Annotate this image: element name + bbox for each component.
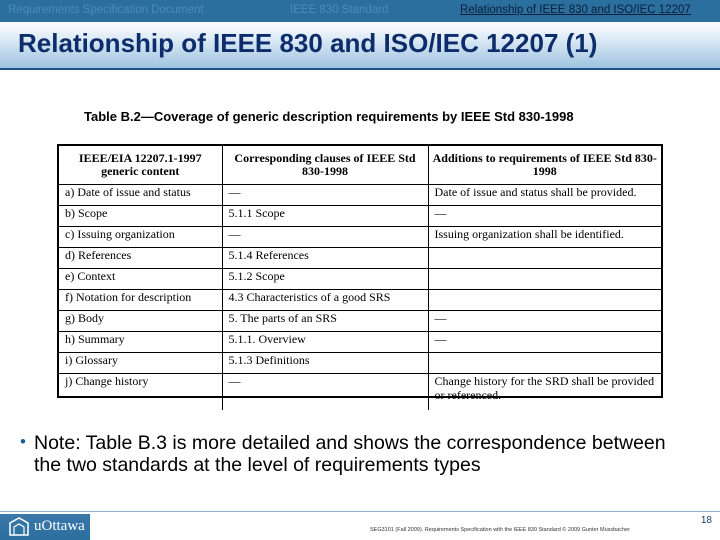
table-cell: — [428, 332, 661, 353]
table-cell: 5.1.1. Overview [222, 332, 428, 353]
table-cell: a) Date of issue and status [59, 185, 222, 206]
table-cell: 5.1.3 Definitions [222, 353, 428, 374]
table-cell: 5.1.1 Scope [222, 206, 428, 227]
table-cell: Date of issue and status shall be provided. [428, 185, 661, 206]
note-bullet-point [20, 432, 684, 476]
table-cell: 5. The parts of an SRS [222, 311, 428, 332]
table-cell: d) References [59, 248, 222, 269]
table-cell: — [222, 185, 428, 206]
table-cell: — [222, 227, 428, 248]
page-number: 18 [700, 515, 712, 526]
table-cell: 4.3 Characteristics of a good SRS [222, 290, 428, 311]
table-cell: f) Notation for description [59, 290, 222, 311]
table-cell: g) Body [59, 311, 222, 332]
footer-divider [0, 511, 720, 512]
table-cell: 5.1.2 Scope [222, 269, 428, 290]
table-row [59, 353, 661, 374]
table-header-cell: IEEE/EIA 12207.1-1997 generic content [59, 146, 222, 185]
table-cell: 5.1.4 References [222, 248, 428, 269]
table-cell: e) Context [59, 269, 222, 290]
table-cell: — [428, 206, 661, 227]
table-row [59, 185, 661, 206]
coverage-table-frame [57, 144, 663, 402]
nav-link-requirements-specification[interactable]: Requirements Specification Document [8, 4, 204, 16]
table-cell: Change history for the SRD shall be provided or referenced. [434, 374, 655, 402]
table-row [59, 332, 661, 353]
table-row [59, 374, 661, 411]
slide-title: Relationship of IEEE 830 and ISO/IEC 12207 (1) [18, 28, 598, 58]
table-row [59, 248, 661, 269]
nav-link-relationship-active[interactable]: Relationship of IEEE 830 and ISO/IEC 12207 [460, 4, 691, 16]
footer-text: SEG3101 (Fall 2009). Requirements Specification with the IEEE 830 Standard © 2009 Gunter Mussbacher [370, 527, 630, 533]
table-cell: c) Issuing organization [59, 227, 222, 248]
table-cell: b) Scope [59, 206, 222, 227]
table-row [59, 227, 661, 248]
table-cell [428, 269, 661, 290]
table-cell: j) Change history [59, 374, 222, 411]
table-header-cell: Additions to requirements of IEEE Std 830-1998 [428, 146, 661, 185]
coverage-table [59, 146, 661, 410]
bullet-icon: • [20, 432, 26, 451]
title-divider [0, 68, 720, 70]
table-cell: h) Summary [59, 332, 222, 353]
table-row [59, 206, 661, 227]
uottawa-logo [0, 514, 90, 540]
table-cell [428, 290, 661, 311]
logo-text: uOttawa [34, 518, 85, 534]
table-cell: Issuing organization shall be identified. [428, 227, 661, 248]
table-cell: — [222, 374, 428, 411]
table-caption: Table B.2—Coverage of generic description requirements by IEEE Std 830-1998 [84, 109, 574, 124]
note-text: Note: Table B.3 is more detailed and shows the correspondence between the two standards at the level of requirements types [34, 432, 666, 476]
table-row [59, 290, 661, 311]
table-cell: — [428, 311, 661, 332]
table-cell [428, 353, 661, 374]
top-navigation-bar [0, 0, 720, 22]
table-header-row [59, 146, 661, 185]
table-cell: i) Glossary [59, 353, 222, 374]
table-row [59, 311, 661, 332]
table-header-cell: Corresponding clauses of IEEE Std 830-1998 [222, 146, 428, 185]
nav-link-ieee-830-standard[interactable]: IEEE 830 Standard [290, 4, 389, 16]
table-cell [428, 248, 661, 269]
university-crest-icon [8, 517, 30, 537]
table-row [59, 269, 661, 290]
